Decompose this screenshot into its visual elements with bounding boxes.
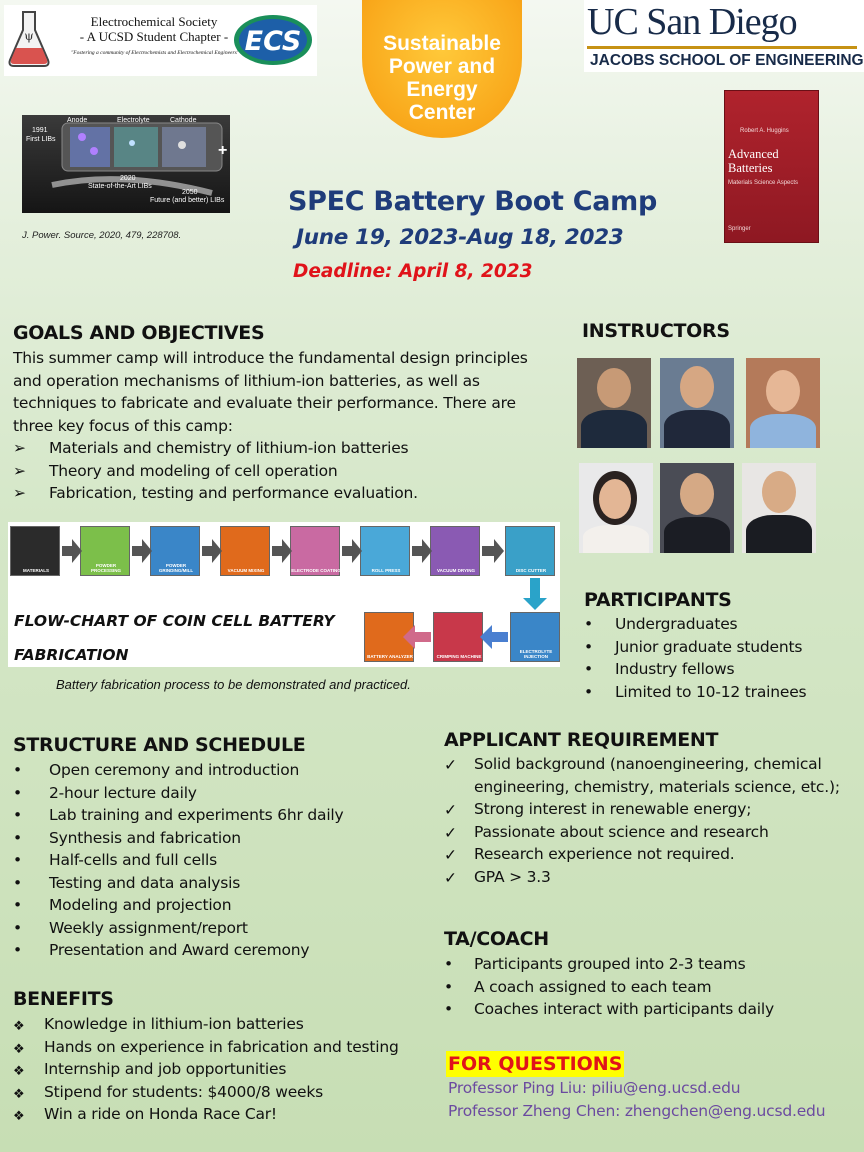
bullet-icon: • [13, 761, 22, 779]
check-icon: ✓ [444, 846, 457, 864]
list-item: ❖ Knowledge in lithium-ion batteries [13, 1013, 433, 1036]
instructor-photo [746, 358, 820, 448]
bullet-icon: • [13, 806, 22, 824]
goals-intro: This summer camp will introduce the fundamental design principles and operation mechanisms of lithium-ion batteries, as well as techniques to fabricate and evaluate their performance. There are three key focus of this camp: [13, 349, 528, 435]
diamond-bullet-icon: ❖ [13, 1086, 25, 1102]
list-item: • Undergraduates [584, 613, 854, 636]
list-item: ❖ Hands on experience in fabrication and testing [13, 1036, 433, 1059]
bullet-icon: • [584, 637, 593, 656]
ucsd-title: UC San Diego [587, 1, 797, 43]
list-item: • 2-hour lecture daily [13, 782, 433, 805]
instructor-photo [660, 463, 734, 553]
flowchart-step: ROLL PRESS [360, 526, 410, 576]
list-item: • Participants grouped into 2-3 teams [444, 953, 864, 976]
deadline: Deadline: April 8, 2023 [293, 261, 533, 282]
bullet-icon: • [13, 783, 22, 802]
battery-label: State-of-the-Art LIBs [88, 183, 152, 190]
flowchart-step: MATERIALS [10, 526, 60, 576]
bullet-icon: • [13, 873, 22, 892]
flowchart-step: DISC CUTTER [505, 526, 555, 576]
list-item: • Weekly assignment/report [13, 917, 433, 940]
battery-evolution-image [22, 115, 230, 213]
ecs-badge-text: ECS [244, 26, 302, 57]
list-item: • Coaches interact with participants daily [444, 998, 864, 1021]
structure-list [13, 759, 433, 962]
battery-label: Cathode [170, 117, 197, 124]
check-icon: ✓ [444, 801, 457, 819]
bullet-icon: • [13, 896, 22, 914]
ucsd-divider [587, 46, 857, 49]
list-item: ➢ Materials and chemistry of lithium-ion batteries [13, 437, 553, 460]
benefits-list [13, 1013, 433, 1126]
citation: J. Power. Source, 2020, 479, 228708. [22, 230, 182, 241]
instructor-photo [660, 358, 734, 448]
arrow-bullet-icon: ➢ [13, 484, 26, 502]
list-item: ✓ Solid background (nanoengineering, chemical engineering, chemistry, materials science, etc.); [444, 755, 840, 796]
list-item: ❖ Internship and job opportunities [13, 1058, 433, 1081]
list-item: • Half-cells and full cells [13, 849, 433, 872]
bullet-icon: • [584, 682, 593, 701]
list-item: ✓ Strong interest in renewable energy; [444, 798, 864, 821]
flowchart-step: ELECTRODE COATING [290, 526, 340, 576]
flowchart-step: POWDER GRINDING/MILL [150, 526, 200, 576]
bullet-icon: • [444, 977, 453, 996]
svg-text:+: + [218, 142, 228, 159]
ucsd-subtitle: JACOBS SCHOOL OF ENGINEERING [590, 52, 864, 69]
camp-dates: June 19, 2023-Aug 18, 2023 [296, 225, 624, 250]
page-title: SPEC Battery Boot Camp [288, 186, 658, 217]
contact-zheng-chen[interactable]: Professor Zheng Chen: zhengchen@eng.ucsd.edu [448, 1102, 826, 1120]
battery-label: Future (and better) LIBs [150, 197, 225, 204]
list-item: • Testing and data analysis [13, 872, 433, 895]
check-icon: ✓ [444, 756, 457, 774]
list-item: ✓ Passionate about science and research [444, 821, 864, 844]
instructors-heading: INSTRUCTORS [582, 320, 730, 342]
battery-label: 2050 [182, 189, 198, 196]
list-item: • Industry fellows [584, 658, 854, 681]
participants-list [584, 613, 854, 703]
book-title: Advanced Batteries [728, 147, 779, 175]
list-item: • Limited to 10-12 trainees [584, 681, 854, 704]
battery-label: 1991 [32, 127, 48, 134]
book-subtitle: Materials Science Aspects [728, 180, 799, 186]
spec-logo-text: Sustainable Power and Energy Center [383, 32, 501, 124]
bullet-icon: • [13, 918, 22, 937]
flowchart-step: CRIMPING MACHINE [433, 612, 483, 662]
ta-heading: TA/COACH [444, 928, 549, 950]
contact-ping-liu[interactable]: Professor Ping Liu: piliu@eng.ucsd.edu [448, 1079, 741, 1097]
goals-list [13, 437, 553, 505]
flowchart-step: VACUUM DRYING [430, 526, 480, 576]
flowchart-step: BATTERY ANALYZER [364, 612, 414, 662]
instructor-photo [579, 463, 653, 553]
ta-list [444, 953, 864, 1021]
benefits-heading: BENEFITS [13, 988, 114, 1010]
book-publisher: Springer [728, 226, 751, 232]
flowchart-step: POWDER PROCESSING [80, 526, 130, 576]
ecs-title: Electrochemical Society - A UCSD Student Chapter - [79, 14, 229, 44]
bullet-icon: • [13, 941, 22, 959]
list-item: ❖ Stipend for students: $4000/8 weeks [13, 1081, 433, 1104]
ecs-badge [232, 12, 314, 68]
flask-icon [6, 8, 52, 70]
ecs-tagline: "Fostering a community of Electrochemists and Electrochemical Engineers" [70, 50, 240, 56]
structure-heading: STRUCTURE AND SCHEDULE [13, 734, 306, 756]
battery-label: Electrolyte [117, 117, 150, 124]
diamond-bullet-icon: ❖ [13, 1109, 25, 1124]
list-item: • Lab training and experiments 6hr daily [13, 804, 433, 827]
bullet-icon: • [444, 1000, 453, 1018]
questions-heading: FOR QUESTIONS [448, 1053, 623, 1075]
list-item: • A coach assigned to each team [444, 976, 864, 999]
list-item: • Synthesis and fabrication [13, 827, 433, 850]
flowchart-title: FABRICATION [14, 646, 129, 664]
check-icon: ✓ [444, 868, 457, 887]
flowchart-step: ELECTROLYTE INJECTION [510, 612, 560, 662]
bullet-icon: • [584, 660, 593, 678]
book-author: Robert A. Huggins [740, 128, 789, 134]
diamond-bullet-icon: ❖ [13, 1041, 25, 1057]
goals-heading: GOALS AND OBJECTIVES [13, 322, 265, 344]
list-item: ❖ Win a ride on Honda Race Car! [13, 1103, 433, 1126]
bullet-icon: • [584, 615, 593, 633]
instructor-photo [742, 463, 816, 553]
list-item: • Junior graduate students [584, 636, 854, 659]
flowchart-step: VACUUM MIXING [220, 526, 270, 576]
battery-label: Anode [67, 117, 88, 124]
applicant-heading: APPLICANT REQUIREMENT [444, 729, 719, 751]
participants-heading: PARTICIPANTS [584, 589, 732, 611]
diamond-bullet-icon: ❖ [13, 1019, 25, 1034]
applicant-list [444, 753, 864, 888]
bullet-icon: • [444, 955, 453, 973]
flowchart-caption: Battery fabrication process to be demonstrated and practiced. [56, 677, 411, 692]
list-item: • Open ceremony and introduction [13, 759, 433, 782]
list-item: • Modeling and projection [13, 894, 433, 917]
diamond-bullet-icon: ❖ [13, 1064, 25, 1079]
list-item: ✓ GPA > 3.3 [444, 866, 864, 889]
flowchart-title: FLOW-CHART OF COIN CELL BATTERY [14, 612, 335, 630]
bullet-icon: • [13, 851, 22, 869]
check-icon: ✓ [444, 823, 457, 842]
list-item: ➢ Fabrication, testing and performance evaluation. [13, 482, 553, 505]
battery-label: First LIBs [26, 136, 56, 143]
list-item: • Presentation and Award ceremony [13, 939, 433, 962]
arrow-bullet-icon: ➢ [13, 461, 26, 480]
bullet-icon: • [13, 828, 22, 847]
arrow-bullet-icon: ➢ [13, 439, 26, 457]
list-item: ➢ Theory and modeling of cell operation [13, 460, 553, 483]
battery-label: 2020 [120, 175, 136, 182]
svg-text:ψ: ψ [24, 29, 34, 43]
list-item: ✓ Research experience not required. [444, 843, 864, 866]
instructor-photo [577, 358, 651, 448]
